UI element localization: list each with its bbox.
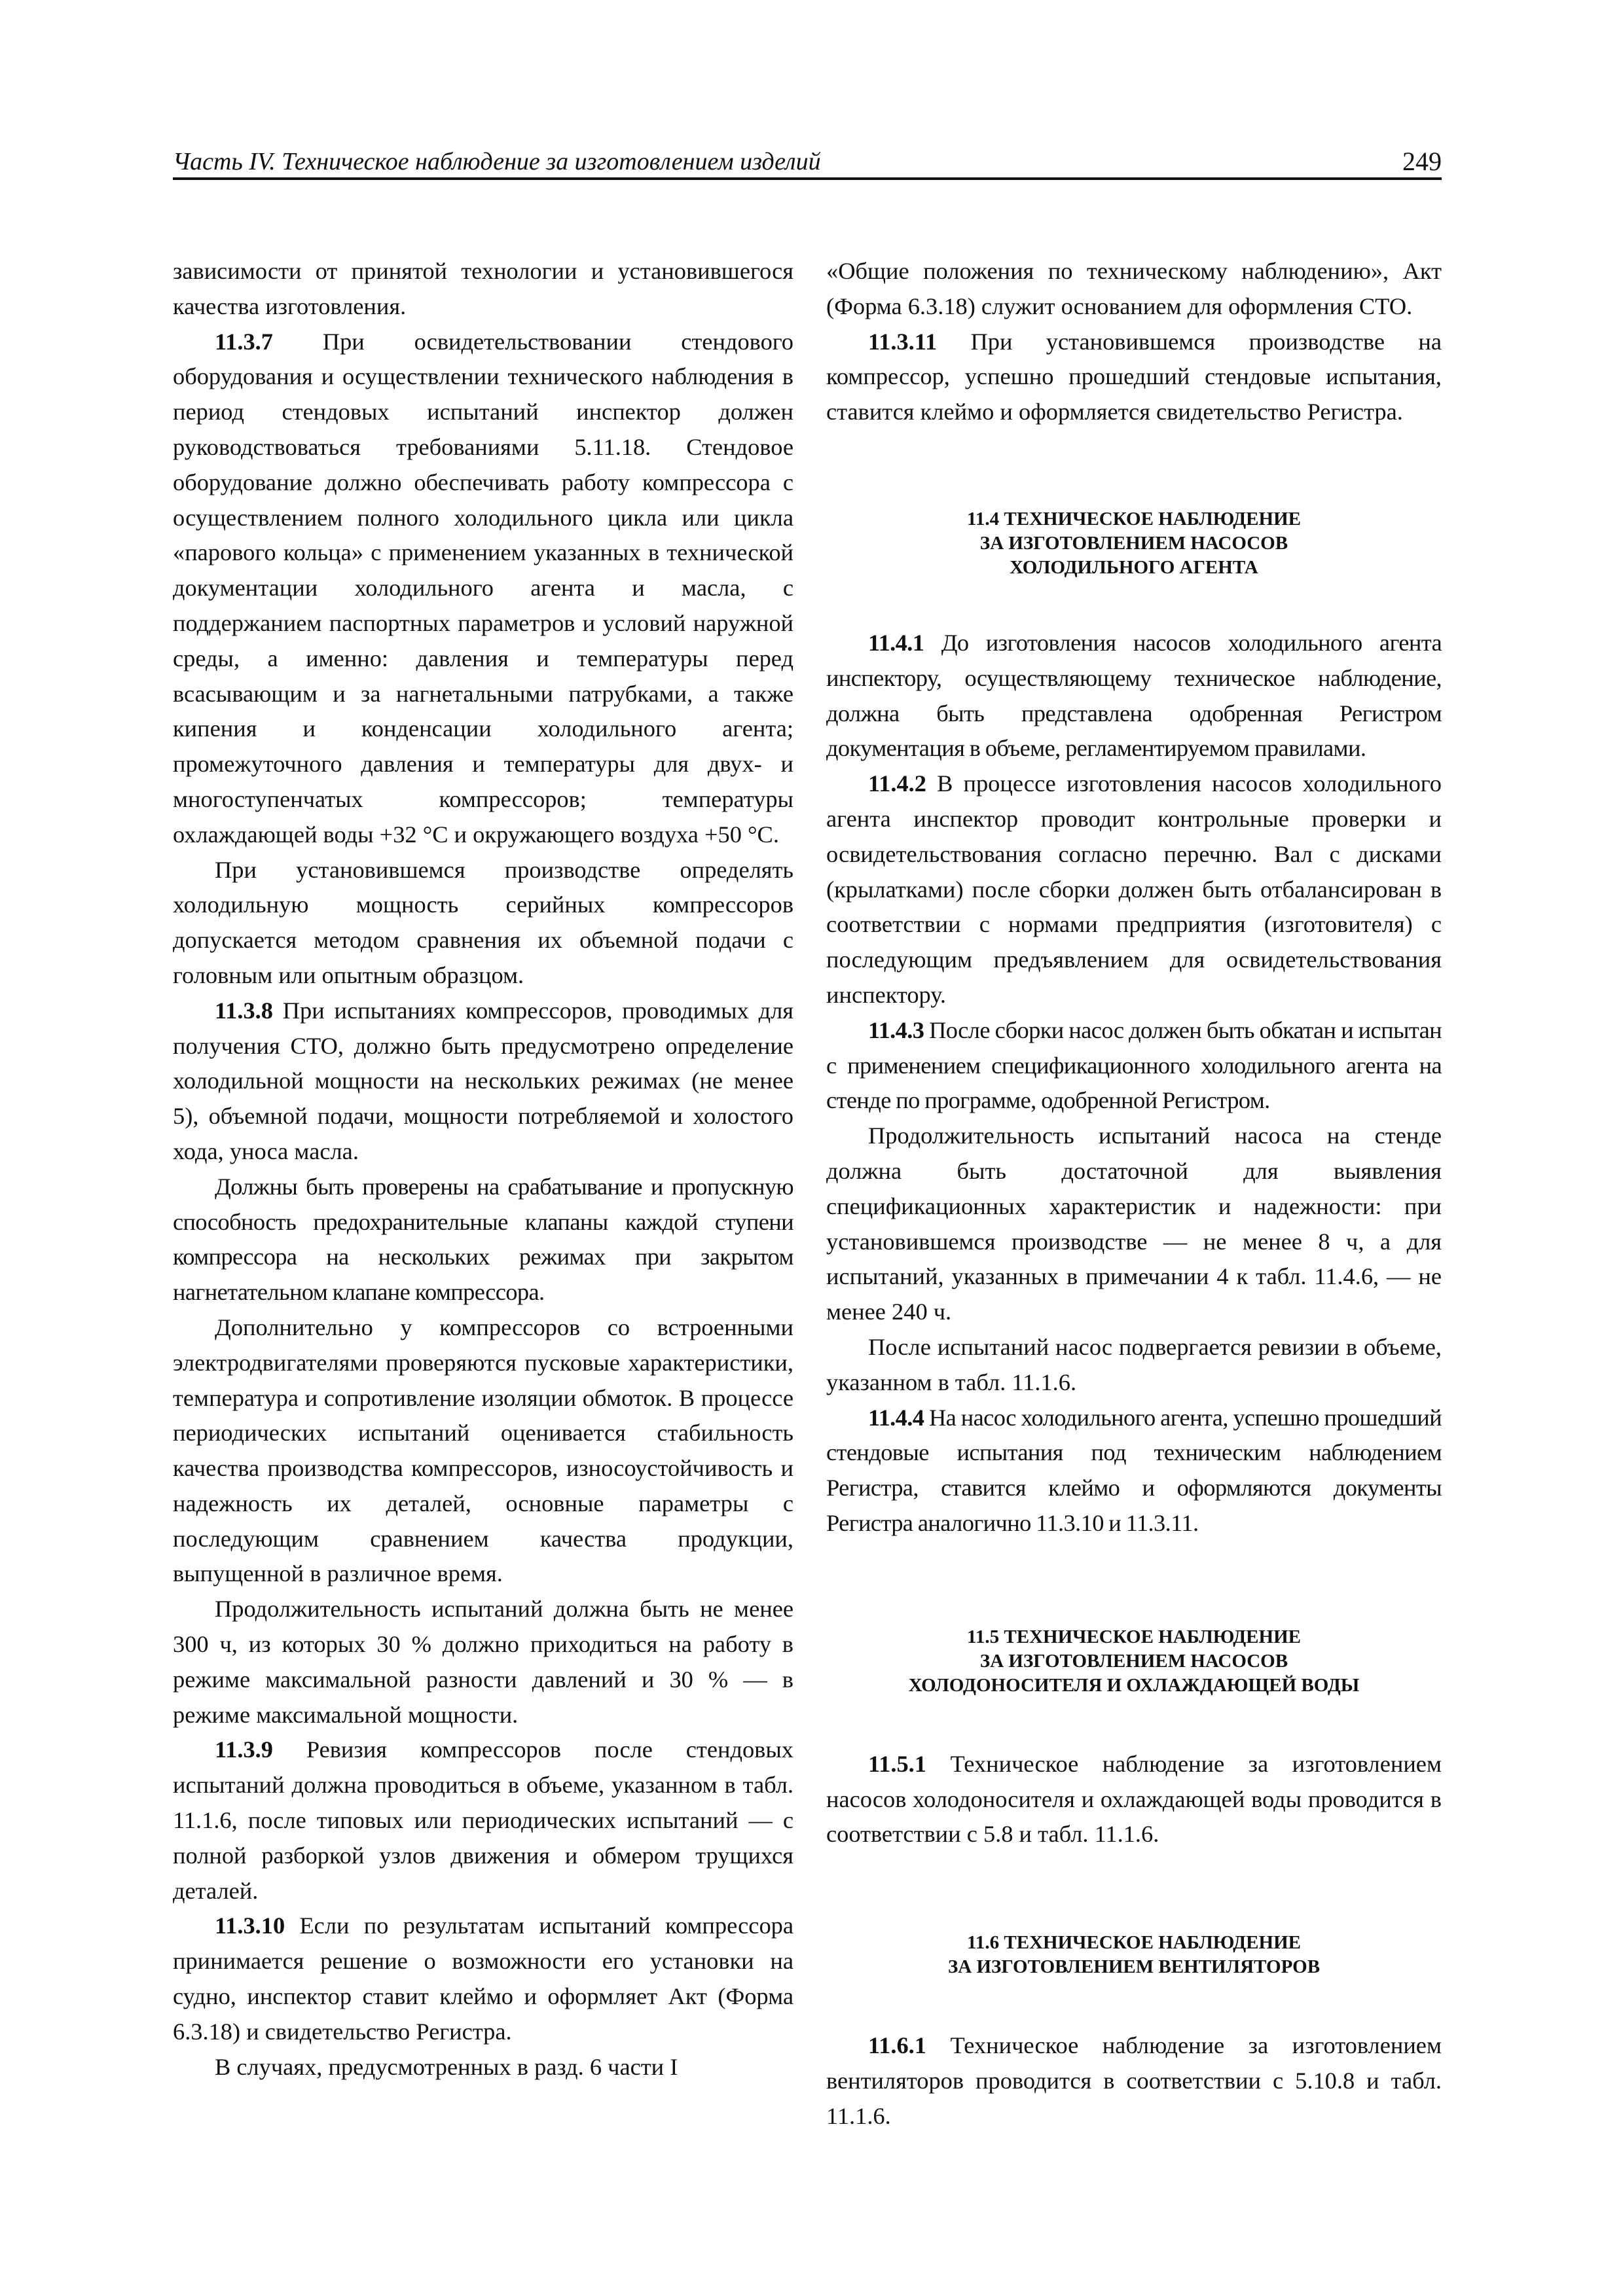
section-heading-11-6: 11.6 ТЕХНИЧЕСКОЕ НАБЛЮДЕНИЕ ЗА ИЗГОТОВЛЕНИЕМ ВЕНТИЛЯТОРОВ	[947, 1932, 1321, 1978]
paragraph: Продолжительность испытаний должна быть не менее 300 ч, из которых 30 % должно приходиться на работу в режиме максимальной разности давлений и 30 % — в режиме максимальной мощности.	[173, 1596, 793, 1728]
right-column	[826, 254, 1442, 2134]
clause-number: 11.4.3	[868, 1016, 924, 1043]
clause-number: 11.3.11	[868, 328, 938, 355]
clause-11-3-7: 11.3.7 При освидетельствовании стендового оборудования и осуществлении технического наблюдения в период стендовых испытаний инспектор должен руководствоваться требованиями 5.11.18. Стендовое оборудование должно обеспечивать работу компрессора с осуществлением полного холодильного цикла или цикла «парового кольца» с применением указанных в технической документации холодильного агента и масла, с поддержанием паспортных параметров и условий наружной среды, а именно: давления и температуры перед всасывающим и за нагнетальными патрубками, а также кипения и конденсации холодильного агента; промежуточного давления и температуры для двух- и многоступенчатых компрессоров; температуры охлаждающей воды +32 °С и окружающего воздуха +50 °С.	[173, 328, 793, 848]
clause-11-4-4: 11.4.4 На насос холодильного агента, успешно прошедший стендовые испытания под техническим наблюдением Регистра, ставится клеймо и оформляются документы Регистра аналогично 11.3.10 и 11.3.11.	[826, 1404, 1442, 1536]
clause-number: 11.4.2	[868, 770, 926, 797]
paragraph: В случаях, предусмотренных в разд. 6 части I	[215, 2053, 678, 2080]
clause-11-3-8: 11.3.8 При испытаниях компрессоров, проводимых для получения СТО, должно быть предусмотрено определение холодильной мощности на нескольких режимах (не менее 5), объемной подачи, мощности потребляемой и холостого хода, уноса масла.	[173, 997, 793, 1164]
clause-number: 11.3.7	[215, 328, 273, 355]
clause-number: 11.3.10	[215, 1912, 285, 1939]
paragraph: зависимости от принятой технологии и установившегося качества изготовления.	[173, 258, 793, 319]
section-heading-11-5: 11.5 ТЕХНИЧЕСКОЕ НАБЛЮДЕНИЕ ЗА ИЗГОТОВЛЕНИЕМ НАСОСОВ ХОЛОДОНОСИТЕЛЯ И ОХЛАЖДАЮЩЕЙ ВОДЫ	[908, 1626, 1360, 1696]
page-number: 249	[1402, 147, 1442, 176]
clause-number: 11.5.1	[868, 1750, 926, 1777]
running-header	[173, 134, 1442, 180]
clause-11-4-1: 11.4.1 До изготовления насосов холодильного агента инспектору, осуществляющему техническое наблюдение, должна быть представлена одобренная Регистром документация в объеме, регламентируемом правилами.	[826, 629, 1442, 762]
running-header-title: Часть IV. Техническое наблюдение за изготовлением изделий	[173, 148, 821, 175]
clause-number: 11.4.1	[868, 629, 924, 656]
paragraph: Должны быть проверены на срабатывание и пропускную способность предохранительные клапаны каждой ступени компрессора на нескольких режимах при закрытом нагнетательном клапане компрессора.	[173, 1173, 793, 1306]
clause-11-3-11: 11.3.11 При установившемся производстве на компрессор, успешно прошедший стендовые испытания, ставится клеймо и оформляется свидетельство Регистра.	[826, 328, 1442, 425]
paragraph: Продолжительность испытаний насоса на стенде должна быть достаточной для выявления спецификационных характеристик и надежности: при установившемся производстве — не менее 8 ч, а для испытаний, указанных в примечании 4 к табл. 11.4.6, — не менее 240 ч.	[826, 1122, 1442, 1325]
clause-number: 11.3.9	[215, 1736, 273, 1763]
paragraph: При установившемся производстве определять холодильную мощность серийных компрессоров допускается методом сравнения их объемной подачи с головным или опытным образцом.	[173, 856, 793, 988]
clause-11-4-2: 11.4.2 В процессе изготовления насосов холодильного агента инспектор проводит контрольные проверки и освидетельствования согласно перечню. Вал с дисками (крылатками) после сборки должен быть отбалансирован в соответствии с нормами предприятия (изготовителя) с последующим предъявлением для освидетельствования инспектору.	[826, 770, 1442, 1008]
paragraph: После испытаний насос подвергается ревизии в объеме, указанном в табл. 11.1.6.	[826, 1333, 1442, 1395]
clause-number: 11.4.4	[868, 1404, 924, 1431]
section-heading-11-4: 11.4 ТЕХНИЧЕСКОЕ НАБЛЮДЕНИЕ ЗА ИЗГОТОВЛЕНИЕМ НАСОСОВ ХОЛОДИЛЬНОГО АГЕНТА	[967, 508, 1301, 578]
clause-11-4-3: 11.4.3 После сборки насос должен быть обкатан и испытан с применением спецификационного холодильного агента на стенде по программе, одобренной Регистром.	[826, 1016, 1442, 1114]
clause-11-6-1: 11.6.1 Техническое наблюдение за изготовлением вентиляторов проводится в соответствии с 5.10.8 и табл. 11.1.6.	[826, 2032, 1442, 2129]
header-rule	[173, 177, 1442, 180]
clause-number: 11.6.1	[868, 2032, 926, 2059]
clause-11-3-10: 11.3.10 Если по результатам испытаний компрессора принимается решение о возможности его установки на судно, инспектор ставит клеймо и оформляет Акт (Форма 6.3.18) и свидетельство Регистра.	[173, 1912, 793, 2045]
paragraph: «Общие положения по техническому наблюдению», Акт (Форма 6.3.18) служит основанием для оформления СТО.	[826, 258, 1442, 319]
paragraph: Дополнительно у компрессоров со встроенными электродвигателями проверяются пусковые характеристики, температура и сопротивление изоляции обмоток. В процессе периодических испытаний оценивается стабильность качества производства компрессоров, износоустойчивость и надежность их деталей, основные параметры с последующим сравнением качества продукции, выпущенной в различное время.	[173, 1314, 793, 1587]
left-column	[173, 254, 793, 2085]
clause-11-5-1: 11.5.1 Техническое наблюдение за изготовлением насосов холодоносителя и охлаждающей воды проводится в соответствии с 5.8 и табл. 11.1.6.	[826, 1750, 1442, 1848]
clause-number: 11.3.8	[215, 997, 273, 1024]
clause-11-3-9: 11.3.9 Ревизия компрессоров после стендовых испытаний должна проводиться в объеме, указанном в табл. 11.1.6, после типовых или периодических испытаний — с полной разборкой узлов движения и обмером трущихся деталей.	[173, 1736, 793, 1904]
